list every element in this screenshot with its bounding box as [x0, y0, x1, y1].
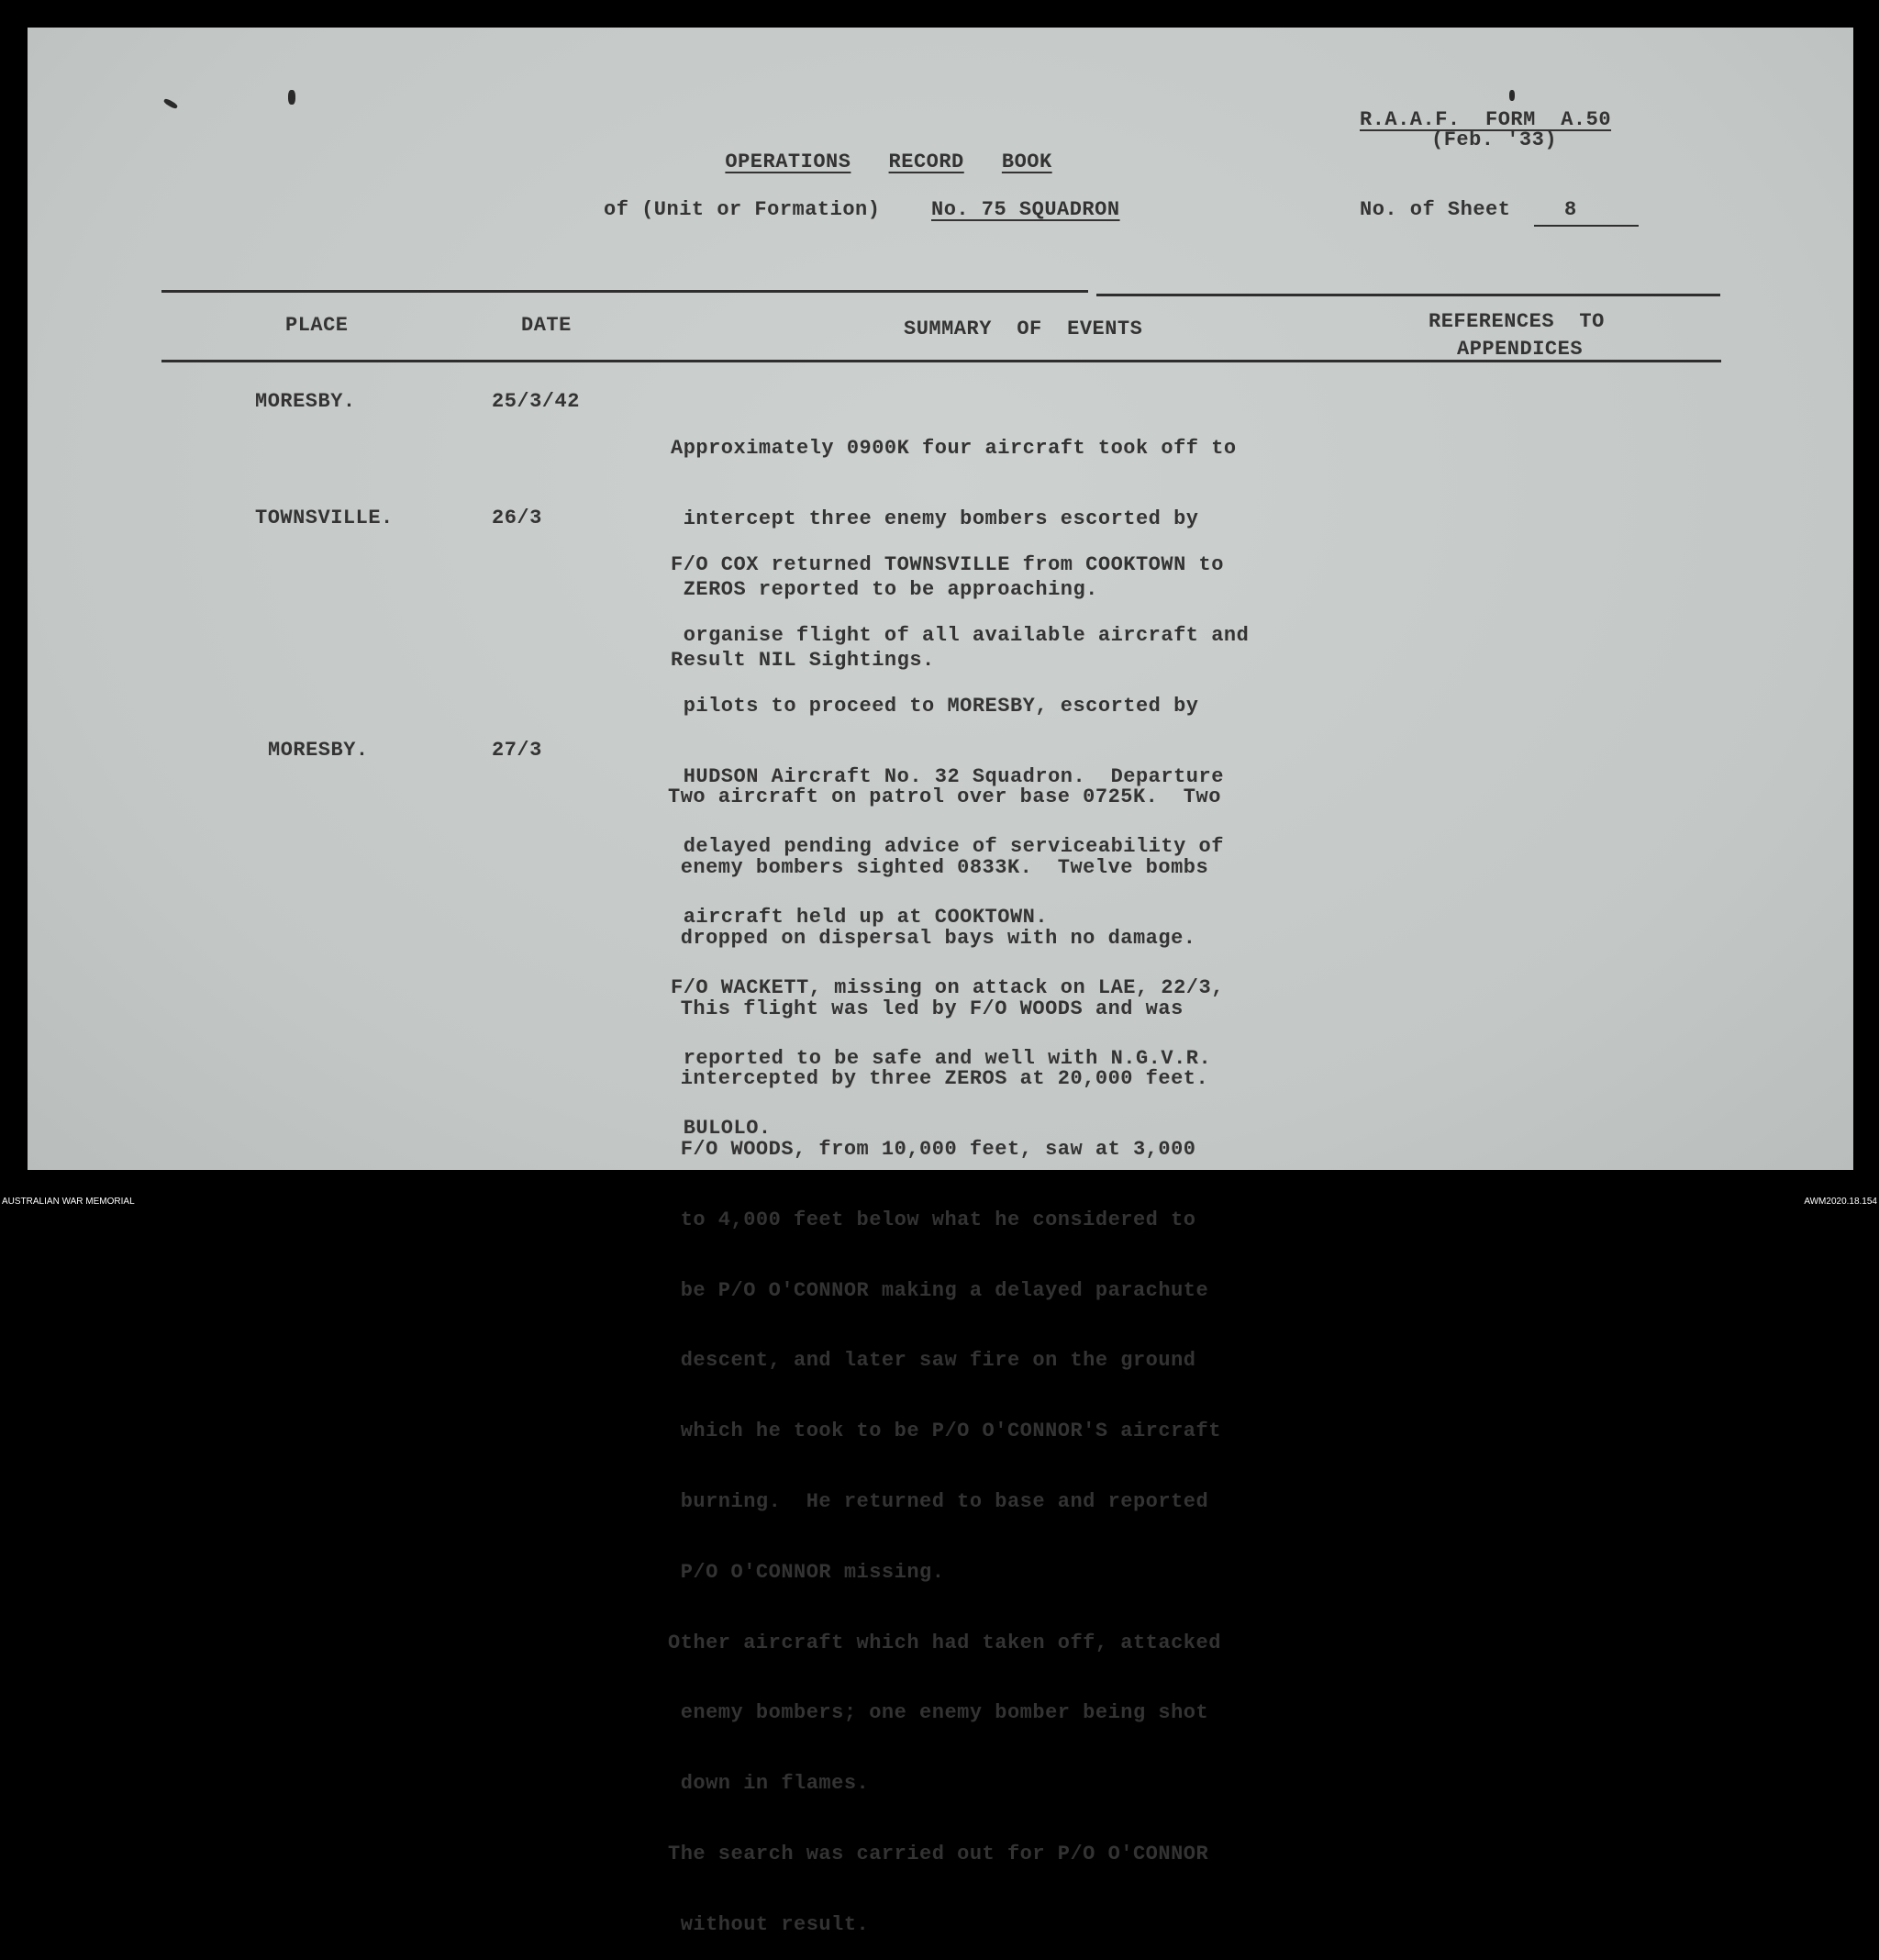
summary-line: be P/O O'CONNOR making a delayed parachute: [668, 1278, 1209, 1302]
summary-line: The search was carried out for P/O O'CONNOR: [668, 1842, 1209, 1865]
table-top-rule-left: [161, 290, 1088, 293]
entry-summary: [668, 739, 1221, 1960]
sheet-underline: [1534, 225, 1639, 227]
summary-line: Result NIL Sightings.: [671, 648, 935, 672]
sheet-value: 8: [1564, 198, 1577, 221]
column-header-summary: SUMMARY OF EVENTS: [904, 317, 1143, 340]
column-header-date: DATE: [521, 314, 572, 337]
summary-line: which he took to be P/O O'CONNOR'S aircraft: [668, 1420, 1221, 1443]
summary-line: Two aircraft on patrol over base 0725K. Two: [668, 785, 1221, 809]
table-top-rule-right: [1096, 294, 1720, 296]
summary-line: dropped on dispersal bays with no damage.: [668, 926, 1196, 950]
ink-mark-top-right: [1509, 90, 1515, 101]
summary-line: P/O O'CONNOR missing.: [668, 1560, 945, 1584]
form-date: (Feb. '33): [1431, 128, 1558, 151]
summary-line: This flight was led by F/O WOODS and was: [668, 997, 1184, 1020]
entry-date: 27/3: [492, 739, 542, 762]
summary-line: intercept three enemy bombers escorted by: [671, 507, 1199, 530]
summary-line: F/O WOODS, from 10,000 feet, saw at 3,000: [668, 1138, 1196, 1162]
summary-line: F/O COX returned TOWNSVILLE from COOKTOWN to: [671, 553, 1224, 577]
footer-institution: AUSTRALIAN WAR MEMORIAL: [2, 1197, 135, 1207]
entry-date: 26/3: [492, 507, 542, 529]
summary-line: down in flames.: [668, 1772, 870, 1796]
unit-label: of (Unit or Formation): [604, 198, 881, 221]
summary-line: descent, and later saw fire on the ground: [668, 1349, 1196, 1373]
column-header-appendices: APPENDICES: [1457, 338, 1584, 361]
summary-line: burning. He returned to base and reported: [668, 1490, 1209, 1513]
summary-line: aircraft held up at COOKTOWN.: [671, 906, 1049, 930]
ink-mark-top-left: [288, 90, 295, 105]
page-title: [700, 127, 1052, 173]
entry-place: MORESBY.: [255, 390, 356, 413]
summary-line: ZEROS reported to be approaching.: [671, 577, 1098, 601]
column-header-place: PLACE: [285, 314, 349, 337]
column-header-references: REFERENCES TO: [1429, 310, 1605, 333]
summary-line: intercepted by three ZEROS at 20,000 feet.: [668, 1067, 1209, 1091]
entry-date: 25/3/42: [492, 390, 580, 413]
footer-accession-number: AWM2020.18.154: [1804, 1197, 1877, 1207]
summary-line: pilots to proceed to MORESBY, escorted by: [671, 694, 1199, 718]
summary-line: enemy bombers; one enemy bomber being shot: [668, 1701, 1209, 1725]
summary-line: without result.: [668, 1912, 870, 1936]
title-word-operations: OPERATIONS: [725, 150, 851, 173]
summary-line: Approximately 0900K four aircraft took off to: [671, 437, 1237, 461]
entry-place: MORESBY.: [268, 739, 369, 762]
unit-value: No. 75 SQUADRON: [931, 198, 1120, 221]
sheet-label: No. of Sheet: [1360, 198, 1511, 221]
summary-line: delayed pending advice of serviceability of: [671, 835, 1224, 859]
summary-line: organise flight of all available aircraft and: [671, 623, 1250, 647]
summary-line: HUDSON Aircraft No. 32 Squadron. Departure: [671, 764, 1224, 788]
summary-line: F/O WACKETT, missing on attack on LAE, 22/3,: [671, 975, 1224, 999]
summary-line: enemy bombers sighted 0833K. Twelve bombs: [668, 855, 1209, 879]
summary-line: reported to be safe and well with N.G.V.R.: [671, 1046, 1212, 1070]
ink-mark-corner: [163, 97, 179, 109]
title-word-record: RECORD: [888, 150, 964, 173]
title-word-book: BOOK: [1001, 150, 1052, 173]
summary-line: BULOLO.: [671, 1117, 772, 1141]
form-label: R.A.A.F. FORM A.50: [1360, 108, 1612, 131]
summary-line: Other aircraft which had taken off, attacked: [668, 1631, 1221, 1654]
summary-line: to 4,000 feet below what he considered to: [668, 1208, 1196, 1231]
entry-place: TOWNSVILLE.: [255, 507, 394, 529]
